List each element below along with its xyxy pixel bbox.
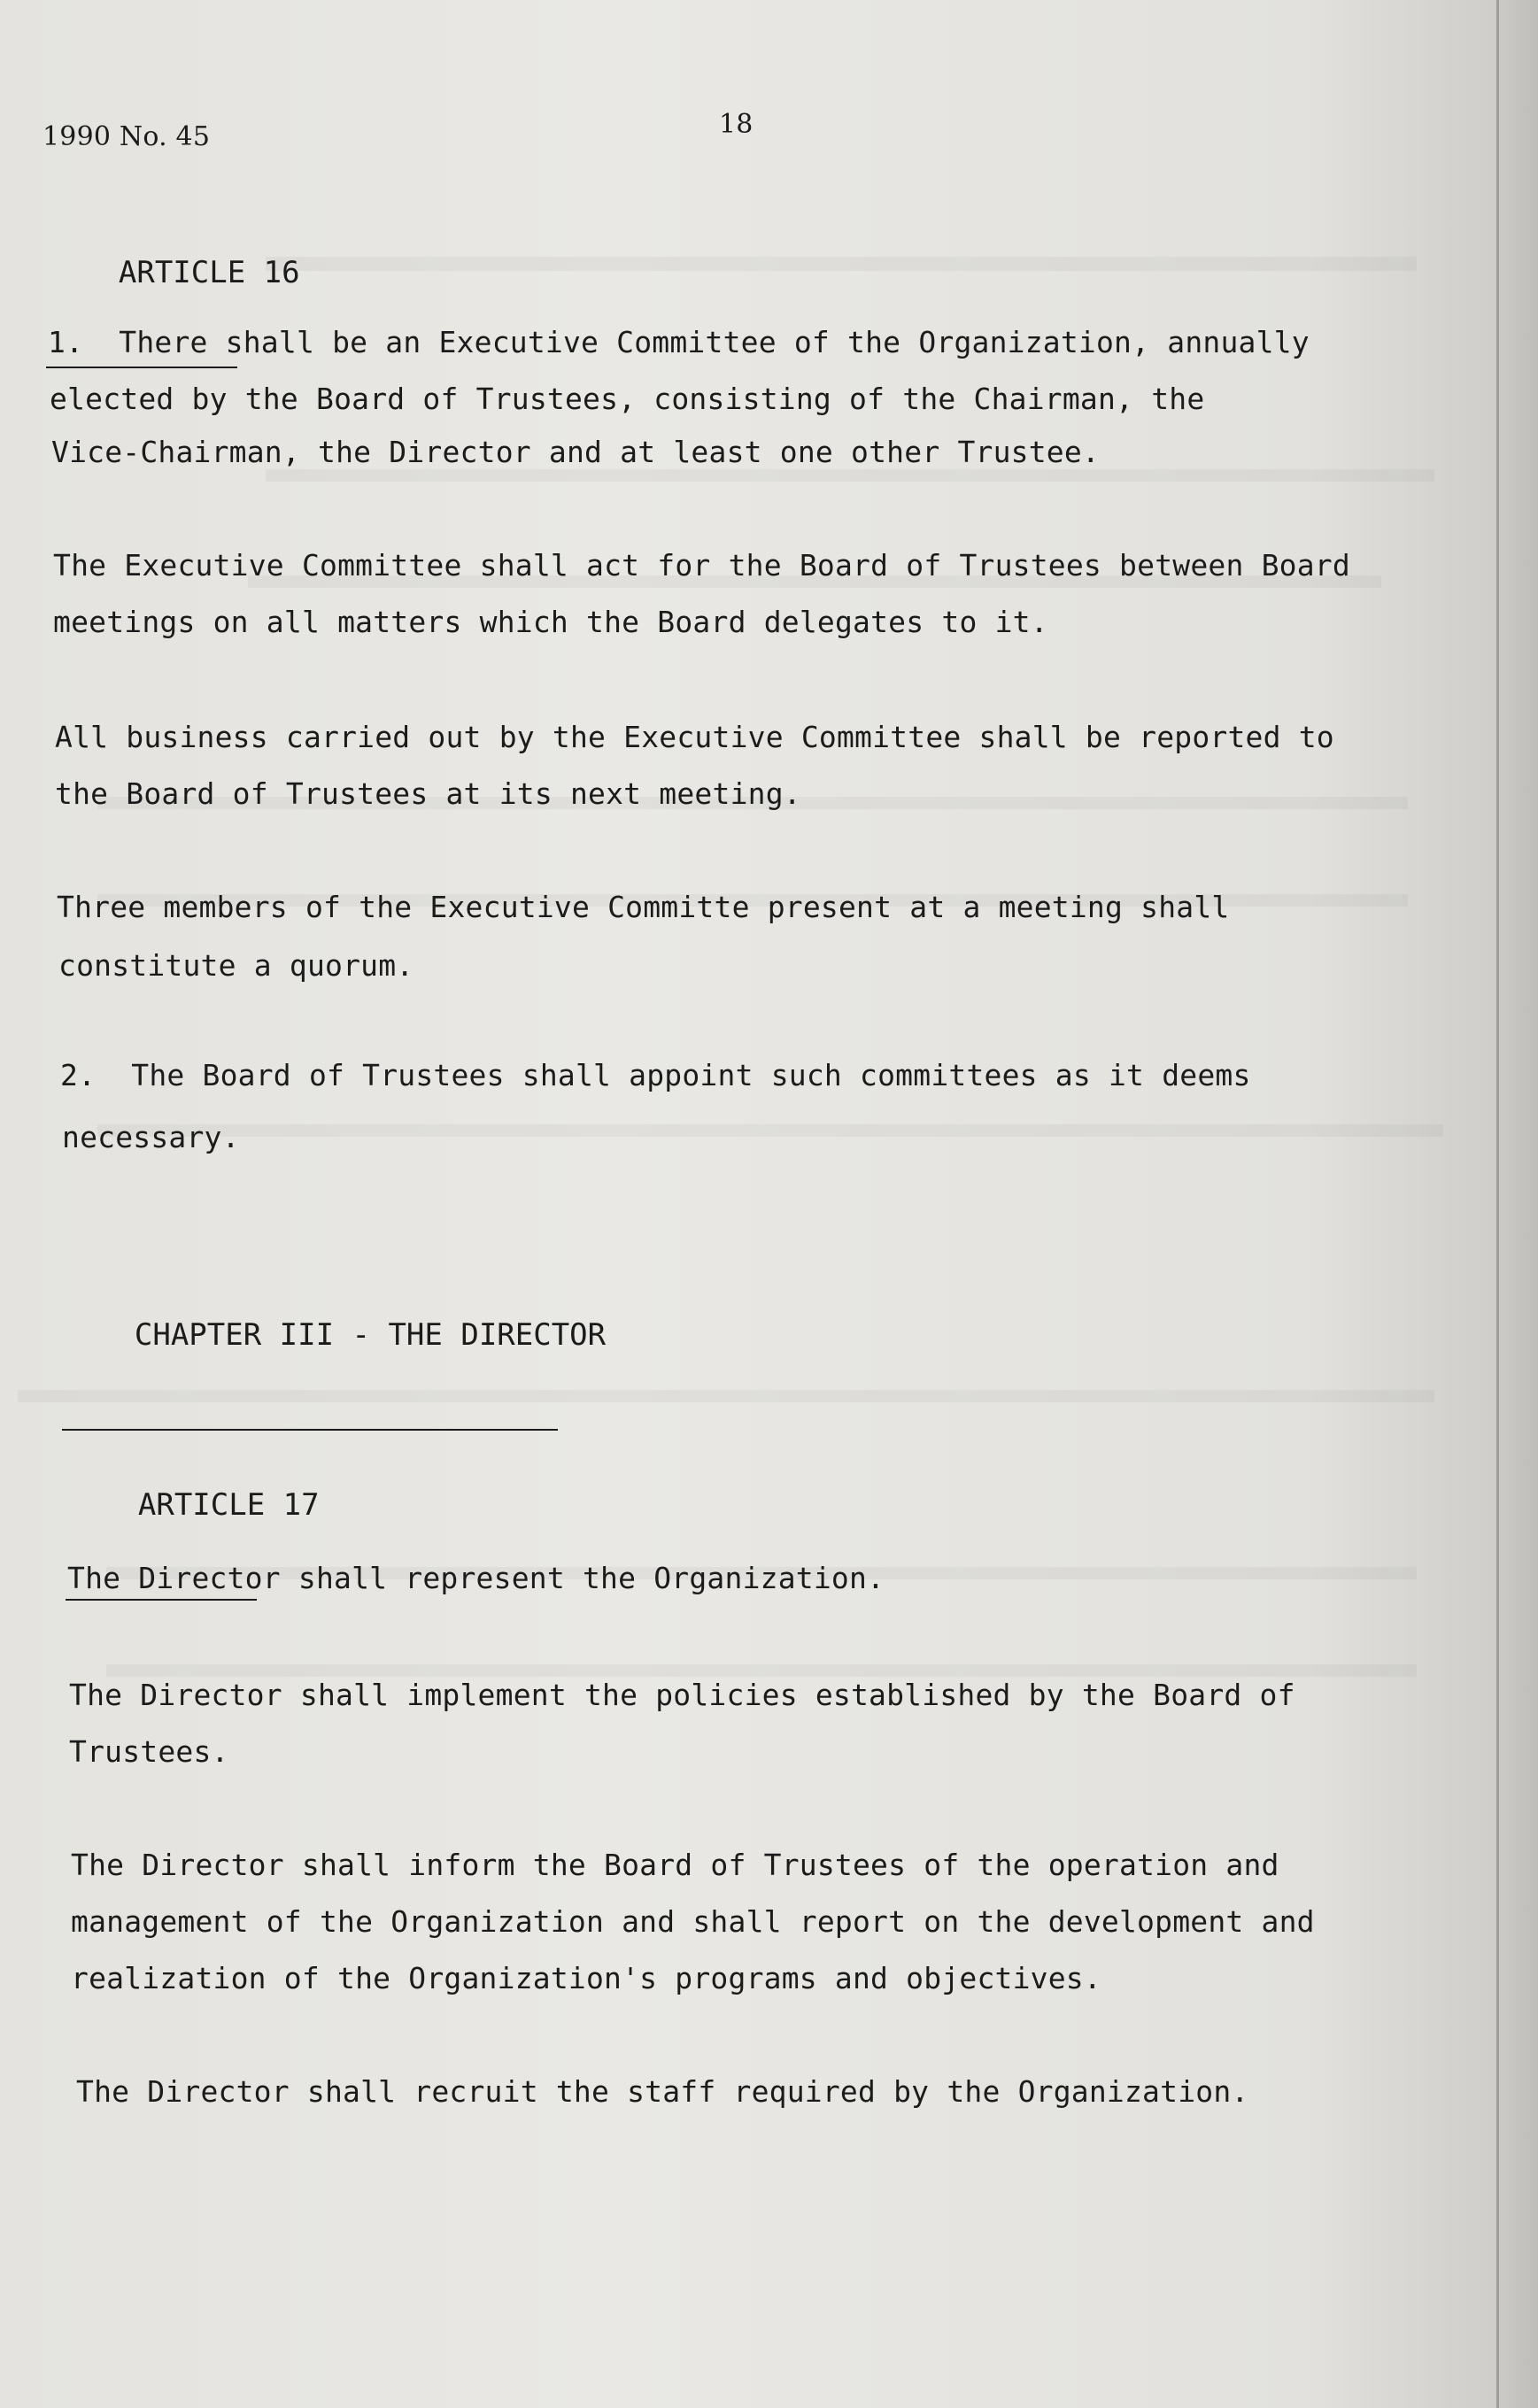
article-17-line: The Director shall represent the Organization. [67,1561,885,1595]
chapter-3-heading [62,1282,606,1424]
article-16-line: necessary. [62,1120,240,1154]
article-16-line: Vice-Chairman, the Director and at least one other Trustee. [51,435,1100,469]
document-reference: 1990 No. 45 [43,121,211,152]
article-16-line: 1. There shall be an Executive Committee of the Organization, annually [48,325,1310,359]
page-number: 18 [719,109,754,140]
article-16-line: the Board of Trustees at its next meeting. [55,776,801,811]
heading-underline [66,1599,257,1601]
article-17-line: management of the Organization and shall report on the development and [71,1904,1315,1939]
article-16-line: constitute a quorum. [58,948,414,983]
article-16-line: meetings on all matters which the Board delegates to it. [53,605,1048,639]
article-17-title: ARTICLE 17 [137,1487,320,1523]
article-16-line: 2. The Board of Trustees shall appoint such committees as it deems [60,1058,1251,1092]
article-17-line: The Director shall implement the policies established by the Board of [69,1678,1295,1712]
article-17-line: The Director shall recruit the staff required by the Organization. [76,2074,1249,2109]
article-16-title: ARTICLE 16 [118,255,300,290]
article-17-line: Trustees. [69,1734,229,1769]
binding-edge-line [1496,0,1499,2408]
article-16-line: elected by the Board of Trustees, consisting of the Chairman, the [50,382,1205,416]
chapter-3-title: CHAPTER III - THE DIRECTOR [134,1317,607,1353]
article-16-line: All business carried out by the Executive Committee shall be reported to [55,720,1334,754]
heading-underline [62,1429,558,1431]
article-16-line: The Executive Committee shall act for the Board of Trustees between Board [53,548,1350,583]
article-16-line: Three members of the Executive Committe present at a meeting shall [57,890,1230,924]
heading-underline [46,367,237,368]
article-17-line: realization of the Organization's programs and objectives. [71,1961,1101,1995]
article-17-line: The Director shall inform the Board of Trustees of the operation and [71,1848,1279,1882]
